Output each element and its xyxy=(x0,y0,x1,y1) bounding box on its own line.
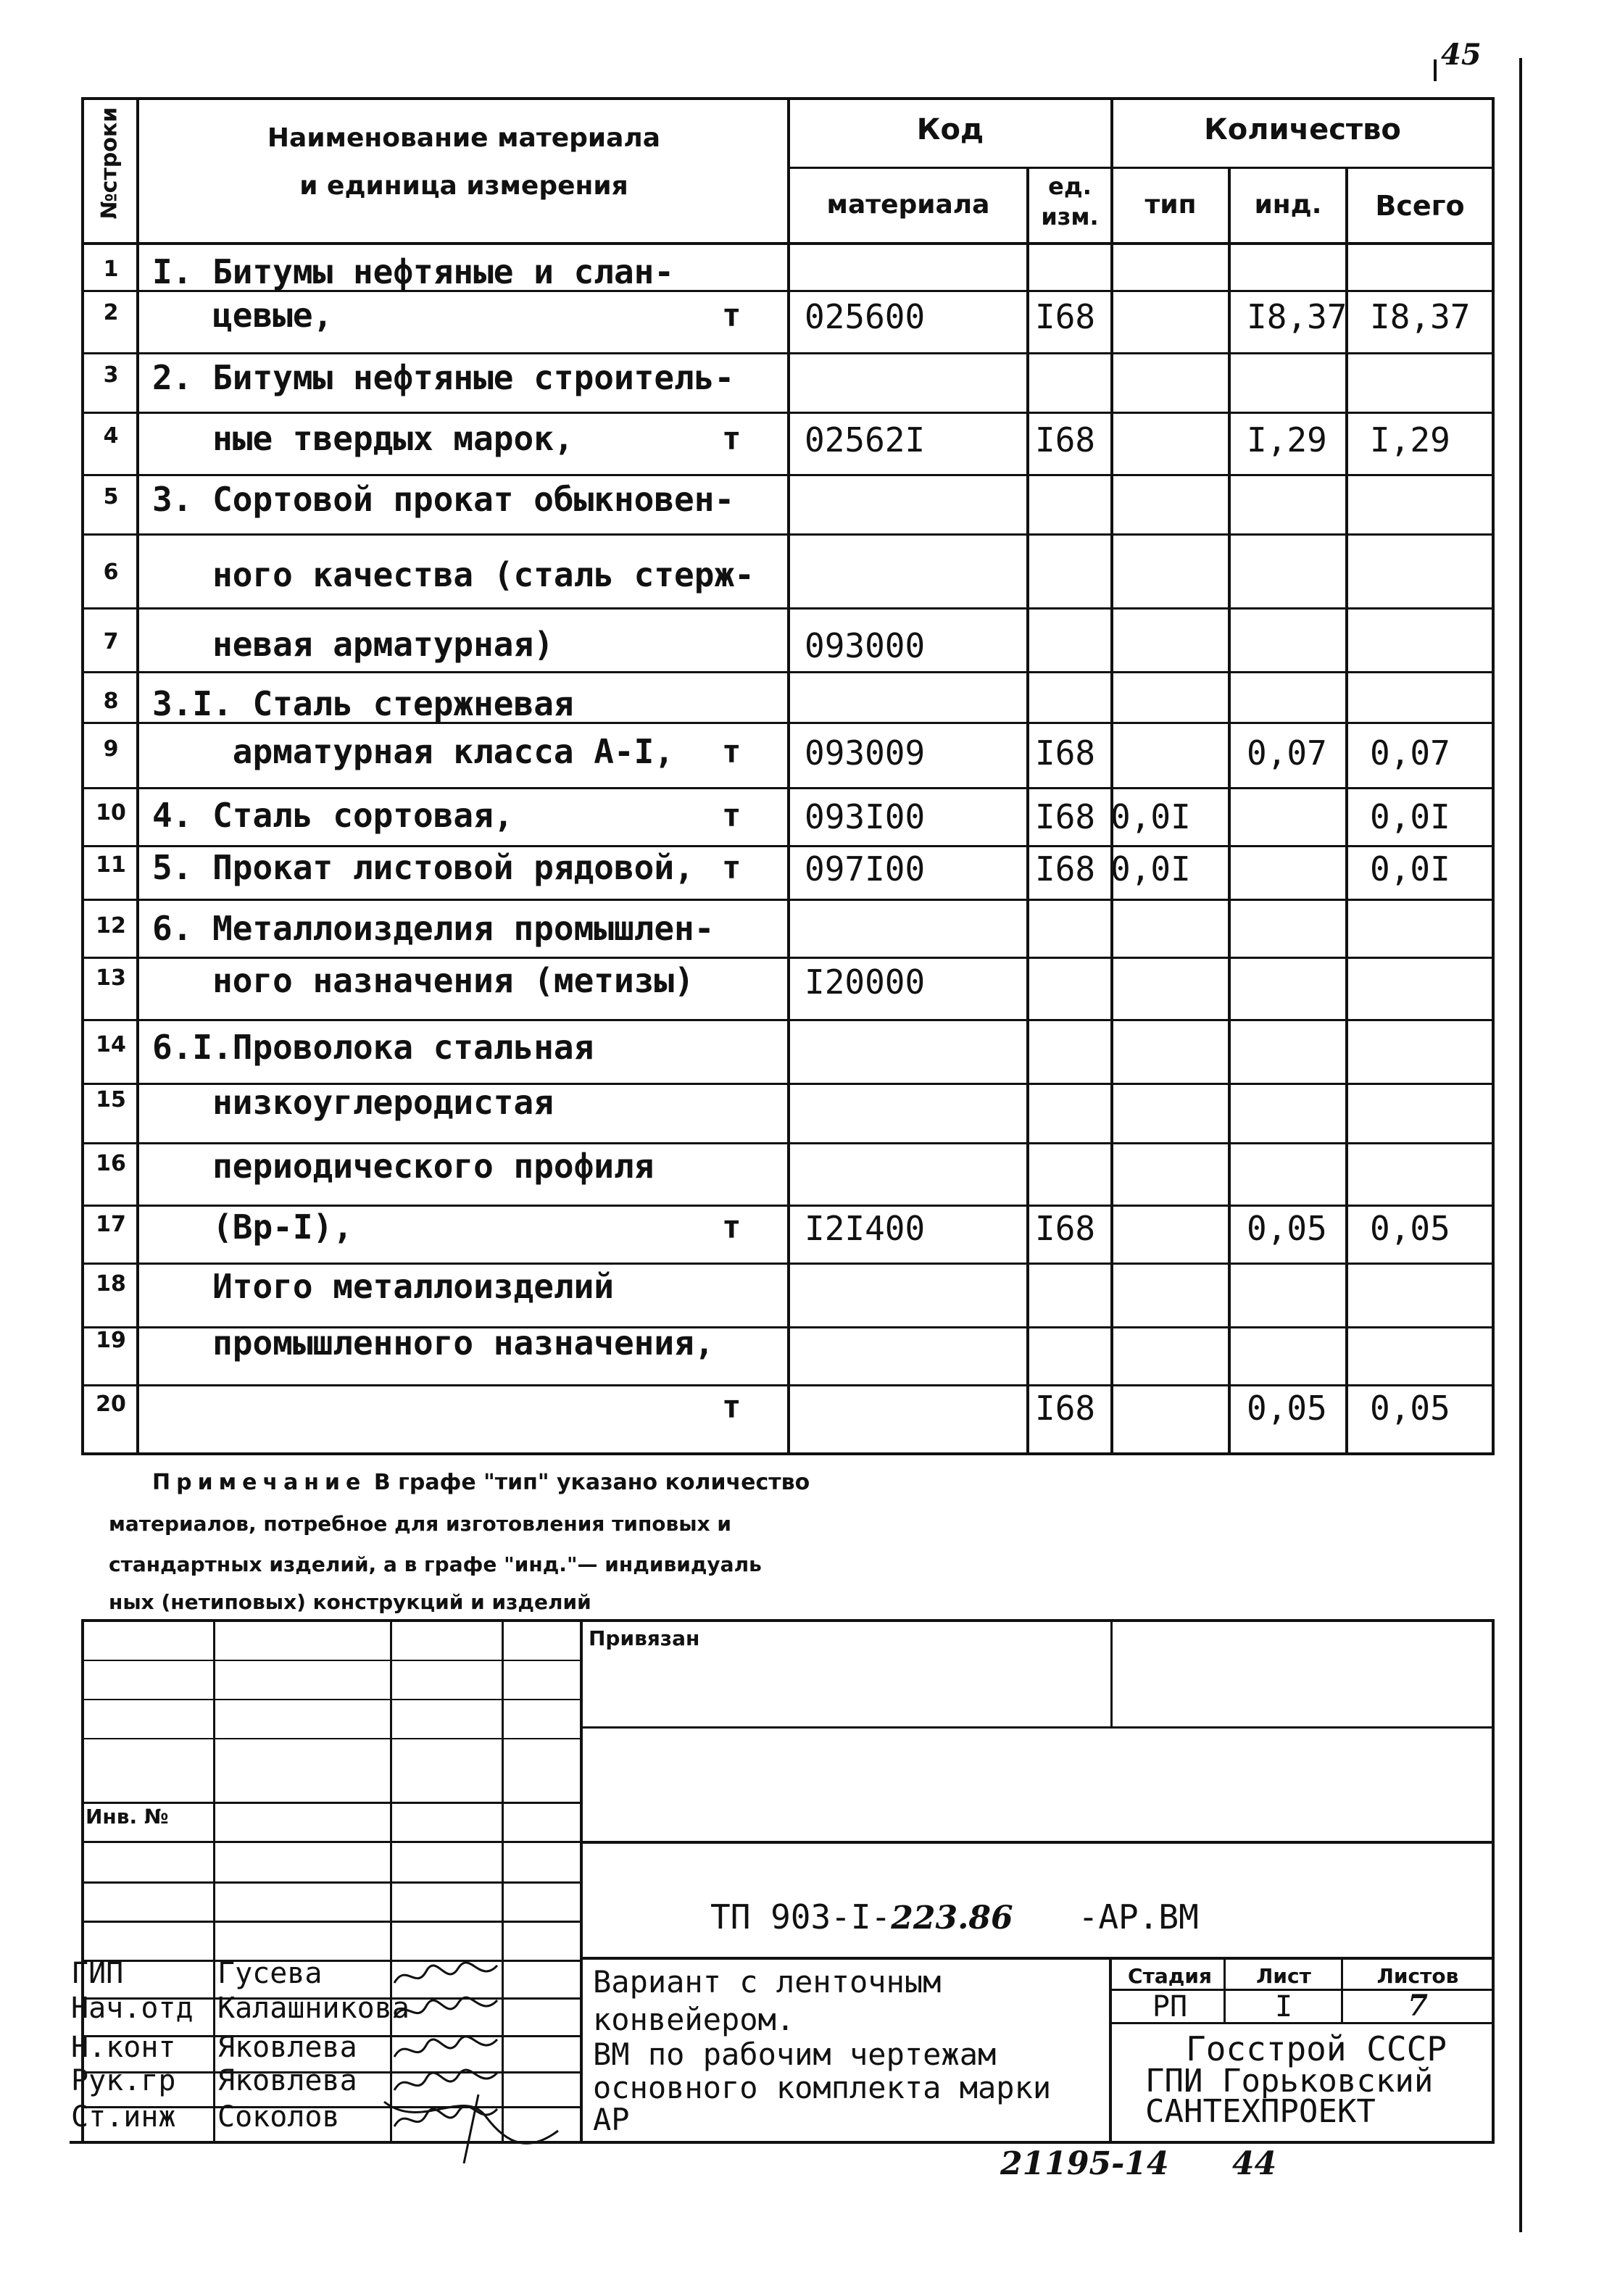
table-row xyxy=(84,1077,1493,1120)
signature-name: Яковлева xyxy=(217,2064,357,2097)
table-row xyxy=(84,955,1493,1002)
document-code xyxy=(710,1897,1199,1937)
material-name: Итого металлоизделий xyxy=(152,1267,614,1306)
handwritten-signature xyxy=(391,2032,500,2067)
signature-flourish xyxy=(377,2087,565,2167)
table-row xyxy=(84,246,1493,290)
table-row xyxy=(84,678,1493,722)
qty-total: 0,0I xyxy=(1370,797,1450,836)
unit-label: т xyxy=(722,420,741,457)
row-number: 10 xyxy=(96,800,126,825)
header-row-number: №строки xyxy=(96,107,122,220)
row-number: 9 xyxy=(103,736,119,762)
qty-total: I8,37 xyxy=(1370,297,1471,336)
material-code: 093009 xyxy=(805,733,926,773)
note-line3: стандартных изделий, а в графе "инд."— индивидуаль xyxy=(109,1552,762,1576)
signature-role: Н.конт xyxy=(71,2031,176,2064)
org-line3: САНТЕХПРОЕКТ xyxy=(1145,2093,1376,2130)
unit-label: т xyxy=(722,1209,741,1246)
material-name: 3.I. Сталь стержневая xyxy=(152,684,574,723)
table-row xyxy=(84,290,1493,336)
table-row xyxy=(84,1381,1493,1428)
qty-type: 0,0I xyxy=(1110,797,1191,836)
material-name: ные твердых марок, xyxy=(152,419,574,458)
material-name: 5. Прокат листовой рядовой, xyxy=(152,848,694,887)
signature-role: Рук.гр xyxy=(71,2064,176,2097)
qty-total: 0,07 xyxy=(1370,733,1450,773)
corner-page-number: 45 xyxy=(1441,38,1482,72)
stage-value: РП xyxy=(1152,1990,1188,2023)
material-code: I2I400 xyxy=(805,1209,926,1248)
unit-code: I68 xyxy=(1035,297,1096,336)
material-code: 025600 xyxy=(805,297,926,336)
row-number: 3 xyxy=(103,362,119,388)
unit-code: I68 xyxy=(1035,420,1096,459)
signature-name: Соколов xyxy=(217,2100,340,2134)
table-row xyxy=(84,549,1493,593)
org-line1: Госстрой СССР xyxy=(1186,2029,1447,2068)
document-code-hand: 223.86 xyxy=(891,1900,1013,1937)
material-name: промышленного назначения, xyxy=(152,1323,715,1363)
sheets-value: 7 xyxy=(1408,1989,1428,2023)
row-number: 11 xyxy=(96,852,126,878)
signature-role: Нач.отд xyxy=(71,1992,194,2025)
material-name: 2. Битумы нефтяные строитель- xyxy=(152,358,735,397)
sheets-label: Листов xyxy=(1376,1964,1459,1988)
header-quantity: Количество xyxy=(1204,113,1401,146)
material-name: (Вр-I), xyxy=(152,1207,353,1247)
material-name: 3. Сортовой прокат обыкновен- xyxy=(152,480,735,519)
row-number: 1 xyxy=(103,257,119,282)
qty-total: 0,05 xyxy=(1370,1209,1450,1248)
row-number: 16 xyxy=(96,1151,126,1176)
material-name: I. Битумы нефтяные и слан- xyxy=(152,252,675,291)
material-name: невая арматурная) xyxy=(152,625,554,664)
signature-name: Гусева xyxy=(217,1957,323,1990)
material-name: арматурная класса А-I, xyxy=(152,732,675,771)
row-number: 6 xyxy=(103,560,119,585)
qty-total: 0,0I xyxy=(1370,849,1450,889)
stage-label: Стадия xyxy=(1128,1964,1212,1988)
table-row xyxy=(84,474,1493,517)
row-number: 4 xyxy=(103,423,119,449)
row-separator xyxy=(81,899,1495,901)
archive-number: 21195-14 xyxy=(1000,2145,1169,2182)
table-row xyxy=(84,1261,1493,1305)
unit-code: I68 xyxy=(1035,1389,1096,1428)
material-name: 6.I.Проволока стальная xyxy=(152,1028,594,1067)
unit-code: I68 xyxy=(1035,733,1096,773)
unit-label: т xyxy=(722,849,741,886)
header-qty-total: Всего xyxy=(1375,190,1465,222)
table-row xyxy=(84,790,1493,836)
header-code-unit-1: ед. xyxy=(1048,172,1092,200)
table-row xyxy=(84,1318,1493,1361)
title-line3: ВМ по рабочим чертежам xyxy=(593,2037,997,2072)
qty-ind: 0,07 xyxy=(1247,733,1327,773)
row-number: 7 xyxy=(103,629,119,654)
header-code: Код xyxy=(916,113,984,146)
org-line2: ГПИ Горьковский xyxy=(1145,2063,1434,2100)
row-number: 18 xyxy=(96,1271,126,1297)
material-name: ного качества (сталь стерж- xyxy=(152,555,755,594)
row-number: 12 xyxy=(96,913,126,939)
table-row xyxy=(84,903,1493,947)
title-line1: Вариант с ленточным xyxy=(593,1964,942,2000)
table-row xyxy=(84,1022,1493,1065)
archive-page-number: 44 xyxy=(1232,2145,1277,2182)
header-name-line1: Наименование материала xyxy=(267,123,661,153)
row-separator xyxy=(81,607,1495,610)
corner-bracket xyxy=(1434,59,1437,81)
row-number: 17 xyxy=(96,1212,126,1237)
qty-type: 0,0I xyxy=(1110,849,1191,889)
material-code: 02562I xyxy=(805,420,926,459)
signature-role: Ст.инж xyxy=(71,2100,176,2134)
row-separator xyxy=(81,671,1495,673)
row-number: 13 xyxy=(96,965,126,991)
qty-total: I,29 xyxy=(1370,420,1450,459)
unit-label: т xyxy=(722,733,741,770)
unit-code: I68 xyxy=(1035,849,1096,889)
row-number: 20 xyxy=(96,1392,126,1417)
note-line1: В графе "тип" указано количество xyxy=(373,1470,810,1495)
note-line4: ных (нетиповых) конструкций и изделий xyxy=(109,1590,591,1614)
unit-label: т xyxy=(722,1389,741,1426)
note-line2: материалов, потребное для изготовления типовых и xyxy=(109,1512,731,1536)
qty-ind: 0,05 xyxy=(1247,1209,1327,1248)
unit-label: т xyxy=(722,297,741,334)
header-name-line2: и единица измерения xyxy=(299,171,628,201)
material-name: ного назначения (метизы) xyxy=(152,961,694,1000)
header-qty-ind: инд. xyxy=(1254,190,1322,220)
table-row xyxy=(84,726,1493,773)
row-separator xyxy=(81,1019,1495,1021)
row-number: 8 xyxy=(103,689,119,714)
row-number: 14 xyxy=(96,1032,126,1057)
title-line5: АР xyxy=(593,2102,630,2137)
title-line4: основного комплекта марки xyxy=(593,2070,1052,2105)
signature-name: Калашникова xyxy=(217,1992,410,2025)
row-separator xyxy=(81,787,1495,789)
material-name: 4. Сталь сортовая, xyxy=(152,796,514,835)
material-name: периодического профиля xyxy=(152,1147,655,1186)
table-row xyxy=(84,352,1493,396)
material-code: 097I00 xyxy=(805,849,926,889)
material-code: I20000 xyxy=(805,962,926,1002)
table-row xyxy=(84,842,1493,889)
note-label: Примечание xyxy=(152,1470,367,1495)
row-number: 15 xyxy=(96,1087,126,1112)
row-number: 5 xyxy=(103,484,119,509)
material-name: 6. Металлоизделия промышлен- xyxy=(152,909,715,948)
qty-ind: I,29 xyxy=(1247,420,1327,459)
margin-line xyxy=(1519,58,1522,2232)
document-code-suffix: -АР.ВМ xyxy=(1078,1897,1199,1937)
unit-code: I68 xyxy=(1035,1209,1096,1248)
document-code-prefix: ТП 903-I- xyxy=(710,1897,892,1937)
table-row xyxy=(84,413,1493,457)
header-code-material: материала xyxy=(826,190,990,220)
material-name: низкоуглеродистая xyxy=(152,1083,554,1122)
signature-name: Яковлева xyxy=(217,2031,357,2064)
header-code-unit-2: изм. xyxy=(1041,203,1099,230)
qty-total: 0,05 xyxy=(1370,1389,1450,1428)
unit-code: I68 xyxy=(1035,797,1096,836)
row-number: 19 xyxy=(96,1328,126,1353)
inventory-number-label: Инв. № xyxy=(86,1805,169,1829)
qty-ind: 0,05 xyxy=(1247,1389,1327,1428)
material-name: цевые, xyxy=(152,296,333,335)
unit-label: т xyxy=(722,797,741,834)
table-row xyxy=(84,1202,1493,1248)
table-row xyxy=(84,1141,1493,1184)
signature-role: ГИП xyxy=(71,1957,124,1990)
row-number: 2 xyxy=(103,300,119,325)
table-row xyxy=(84,619,1493,665)
sheet-label: Лист xyxy=(1256,1964,1311,1988)
privyazan-label: Привязан xyxy=(589,1626,700,1650)
title-line2: конвейером. xyxy=(593,2002,795,2037)
qty-ind: I8,37 xyxy=(1247,297,1347,336)
handwritten-signature xyxy=(391,1958,500,1993)
row-separator xyxy=(81,533,1495,536)
handwritten-signature xyxy=(391,1993,500,2028)
sheet-value: I xyxy=(1274,1990,1293,2023)
header-qty-type: тип xyxy=(1144,190,1197,220)
material-code: 093000 xyxy=(805,626,926,665)
material-code: 093I00 xyxy=(805,797,926,836)
